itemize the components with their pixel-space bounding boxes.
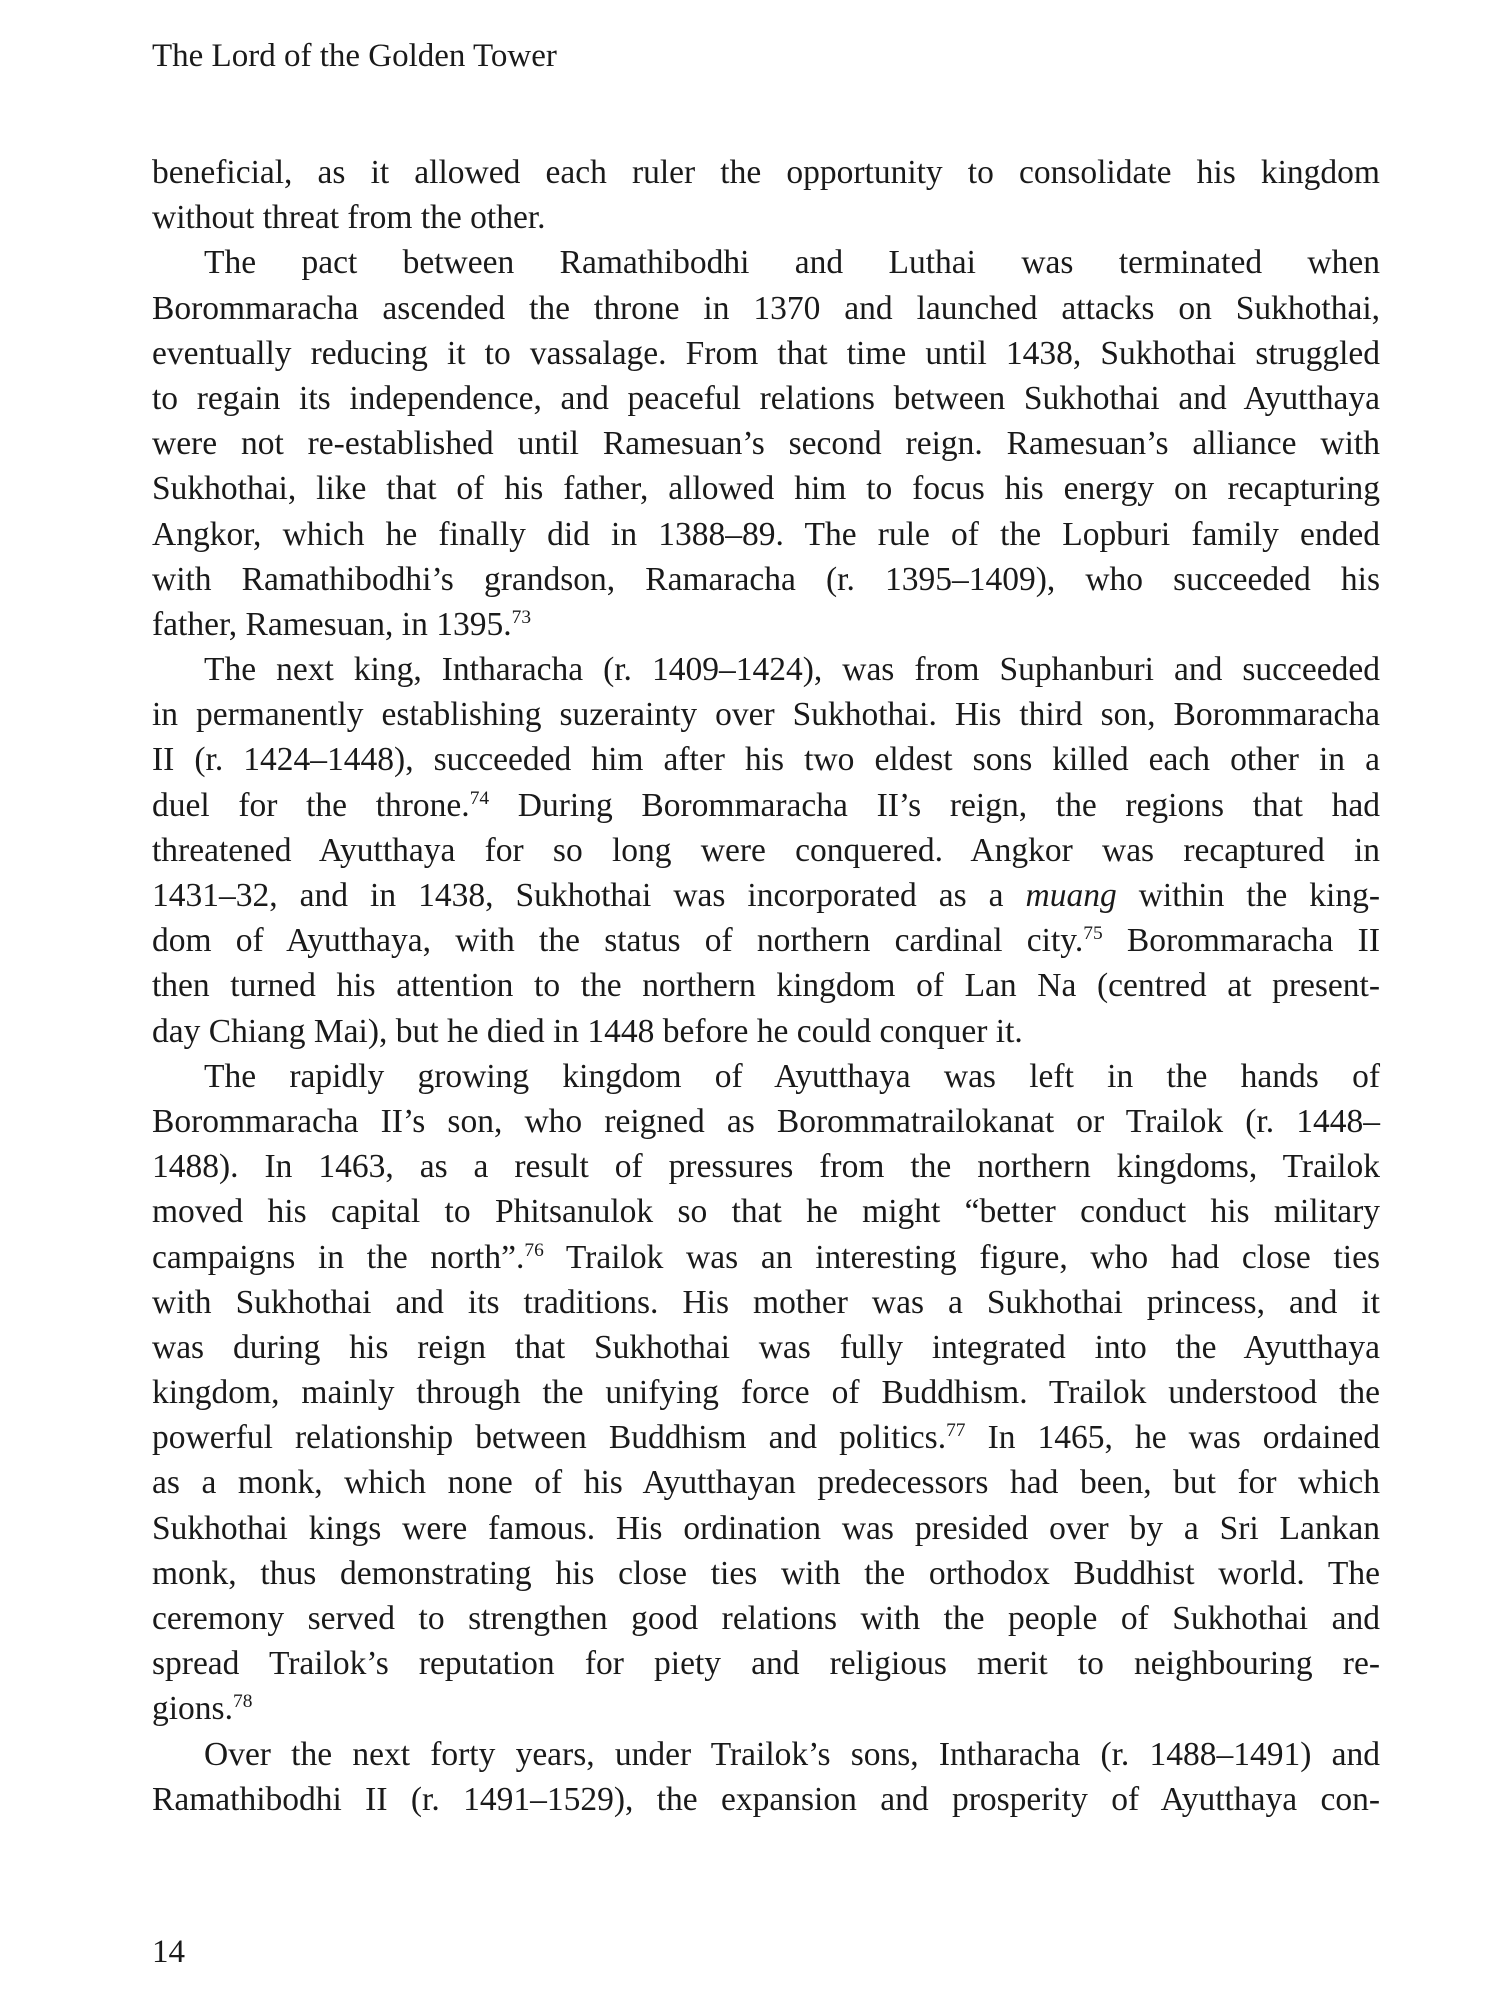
- text-line: [152, 647, 1380, 692]
- text-line: [152, 286, 1380, 331]
- footnote-marker: 76: [524, 1239, 544, 1261]
- footnote-marker: 75: [1083, 923, 1103, 945]
- text-segment: was during his reign that Sukhothai was fully integrated into the Ayutthaya: [152, 1328, 1380, 1366]
- text-line: [152, 1099, 1380, 1144]
- text-segment: to regain its independence, and peaceful relations between Sukhothai and Ayutthaya: [152, 379, 1380, 417]
- text-segment: Trailok was an interesting figure, who had close ties: [543, 1238, 1380, 1276]
- text-line: [152, 873, 1380, 918]
- running-head-title: The Lord of the Golden Tower: [152, 38, 557, 74]
- text-line: [152, 512, 1380, 557]
- text-line: [152, 376, 1380, 421]
- text-segment: campaigns in the north”.: [152, 1238, 525, 1276]
- text-segment: spread Trailok’s reputation for piety and religious merit to neighbouring re-: [152, 1645, 1380, 1683]
- text-line: [152, 828, 1380, 873]
- footnote-marker: 73: [511, 606, 532, 628]
- footnote-marker: 78: [232, 1691, 253, 1713]
- text-segment: Over the next forty years, under Trailok’s sons, Intharacha (r. 1488–1491) and: [204, 1735, 1380, 1773]
- text-line: [152, 421, 1380, 466]
- text-line: [152, 1686, 1380, 1731]
- text-segment: 1488). In 1463, as a result of pressures from the northern kingdoms, Trailok: [152, 1148, 1380, 1186]
- text-segment: with Sukhothai and its traditions. His mother was a Sukhothai princess, and it: [152, 1283, 1380, 1321]
- text-line: [152, 1506, 1380, 1551]
- text-segment: ceremony served to strengthen good relations with the people of Sukhothai and: [152, 1600, 1380, 1637]
- text-line: [152, 1596, 1380, 1641]
- italic-term: muang: [1025, 877, 1117, 914]
- text-line: [152, 737, 1380, 782]
- text-segment: within the king-: [1116, 877, 1380, 914]
- text-segment: The pact between Ramathibodhi and Luthai was terminated when: [204, 244, 1380, 282]
- text-segment: In 1465, he was ordained: [965, 1419, 1380, 1457]
- text-line: [152, 602, 1380, 647]
- text-segment: The next king, Intharacha (r. 1409–1424), was from Suphanburi and succeeded: [204, 651, 1380, 689]
- text-line: [152, 150, 1380, 195]
- text-segment: Ramathibodhi II (r. 1491–1529), the expansion and prosperity of Ayutthaya con-: [152, 1780, 1380, 1818]
- text-segment: dom of Ayutthaya, with the status of northern cardinal city.: [152, 922, 1084, 960]
- text-segment: then turned his attention to the northern kingdom of Lan Na (centred at present-: [152, 967, 1380, 1005]
- text-segment: father, Ramesuan, in 1395.: [152, 605, 512, 643]
- text-segment: threatened Ayutthaya for so long were conquered. Angkor was recaptured in: [152, 831, 1380, 869]
- text-line: [152, 1009, 1380, 1054]
- text-segment: The rapidly growing kingdom of Ayutthaya was left in the hands of: [204, 1057, 1380, 1095]
- text-segment: duel for the throne.: [152, 786, 470, 824]
- footnote-marker: 74: [469, 787, 490, 809]
- text-line: [152, 783, 1380, 828]
- text-line: [152, 331, 1380, 376]
- text-segment: were not re-established until Ramesuan’s second reign. Ramesuan’s alliance with: [152, 425, 1380, 463]
- text-line: [152, 1370, 1380, 1415]
- text-segment: Borommaracha II: [1102, 922, 1380, 960]
- text-line: [152, 1144, 1380, 1189]
- text-line: [152, 557, 1380, 602]
- text-segment: in permanently establishing suzerainty over Sukhothai. His third son, Borommaracha: [152, 696, 1380, 734]
- text-line: [152, 1732, 1380, 1777]
- text-line: [152, 1460, 1380, 1505]
- text-segment: eventually reducing it to vassalage. From that time until 1438, Sukhothai struggled: [152, 334, 1380, 372]
- text-segment: gions.: [152, 1690, 233, 1728]
- text-line: [152, 1235, 1380, 1280]
- text-segment: Borommaracha II’s son, who reigned as Borommatrailokanat or Trailok (r. 1448–: [152, 1102, 1380, 1140]
- text-line: [152, 1280, 1380, 1325]
- footnote-marker: 77: [946, 1420, 966, 1442]
- text-line: [152, 1415, 1380, 1460]
- text-segment: kingdom, mainly through the unifying force of Buddhism. Trailok understood the: [152, 1374, 1380, 1412]
- text-line: [152, 1325, 1380, 1370]
- text-segment: without threat from the other.: [152, 199, 546, 237]
- text-line: [152, 1054, 1380, 1099]
- text-line: [152, 240, 1380, 285]
- text-segment: Sukhothai kings were famous. His ordination was presided over by a Sri Lankan: [152, 1509, 1380, 1547]
- text-segment: with Ramathibodhi’s grandson, Ramaracha (r. 1395–1409), who succeeded his: [152, 560, 1380, 598]
- text-segment: monk, thus demonstrating his close ties with the orthodox Buddhist world. The: [152, 1554, 1380, 1592]
- text-line: [152, 1189, 1380, 1234]
- text-segment: 1431–32, and in 1438, Sukhothai was incorporated as a: [152, 877, 1026, 914]
- text-segment: beneficial, as it allowed each ruler the opportunity to consolidate his kingdom: [152, 154, 1380, 191]
- text-line: [152, 466, 1380, 511]
- text-segment: Borommaracha ascended the throne in 1370 and launched attacks on Sukhothai,: [152, 289, 1380, 327]
- text-segment: Sukhothai, like that of his father, allowed him to focus his energy on recapturing: [152, 470, 1380, 508]
- text-line: [152, 918, 1380, 963]
- text-segment: day Chiang Mai), but he died in 1448 before he could conquer it.: [152, 1012, 1023, 1050]
- text-line: [152, 963, 1380, 1008]
- page-number: 14: [152, 1934, 185, 1970]
- text-segment: moved his capital to Phitsanulok so that he might “better conduct his military: [152, 1193, 1380, 1231]
- text-segment: powerful relationship between Buddhism and politics.: [152, 1419, 947, 1457]
- text-segment: Angkor, which he finally did in 1388–89. The rule of the Lopburi family ended: [152, 515, 1380, 553]
- body-text: [152, 150, 1380, 1822]
- text-line: [152, 692, 1380, 737]
- text-segment: During Borommaracha II’s reign, the regions that had: [489, 786, 1380, 824]
- text-line: [152, 1641, 1380, 1686]
- text-segment: II (r. 1424–1448), succeeded him after his two eldest sons killed each other in a: [152, 741, 1380, 779]
- text-line: [152, 1551, 1380, 1596]
- text-segment: as a monk, which none of his Ayutthayan predecessors had been, but for which: [152, 1464, 1380, 1502]
- text-line: [152, 195, 1380, 240]
- text-line: [152, 1777, 1380, 1822]
